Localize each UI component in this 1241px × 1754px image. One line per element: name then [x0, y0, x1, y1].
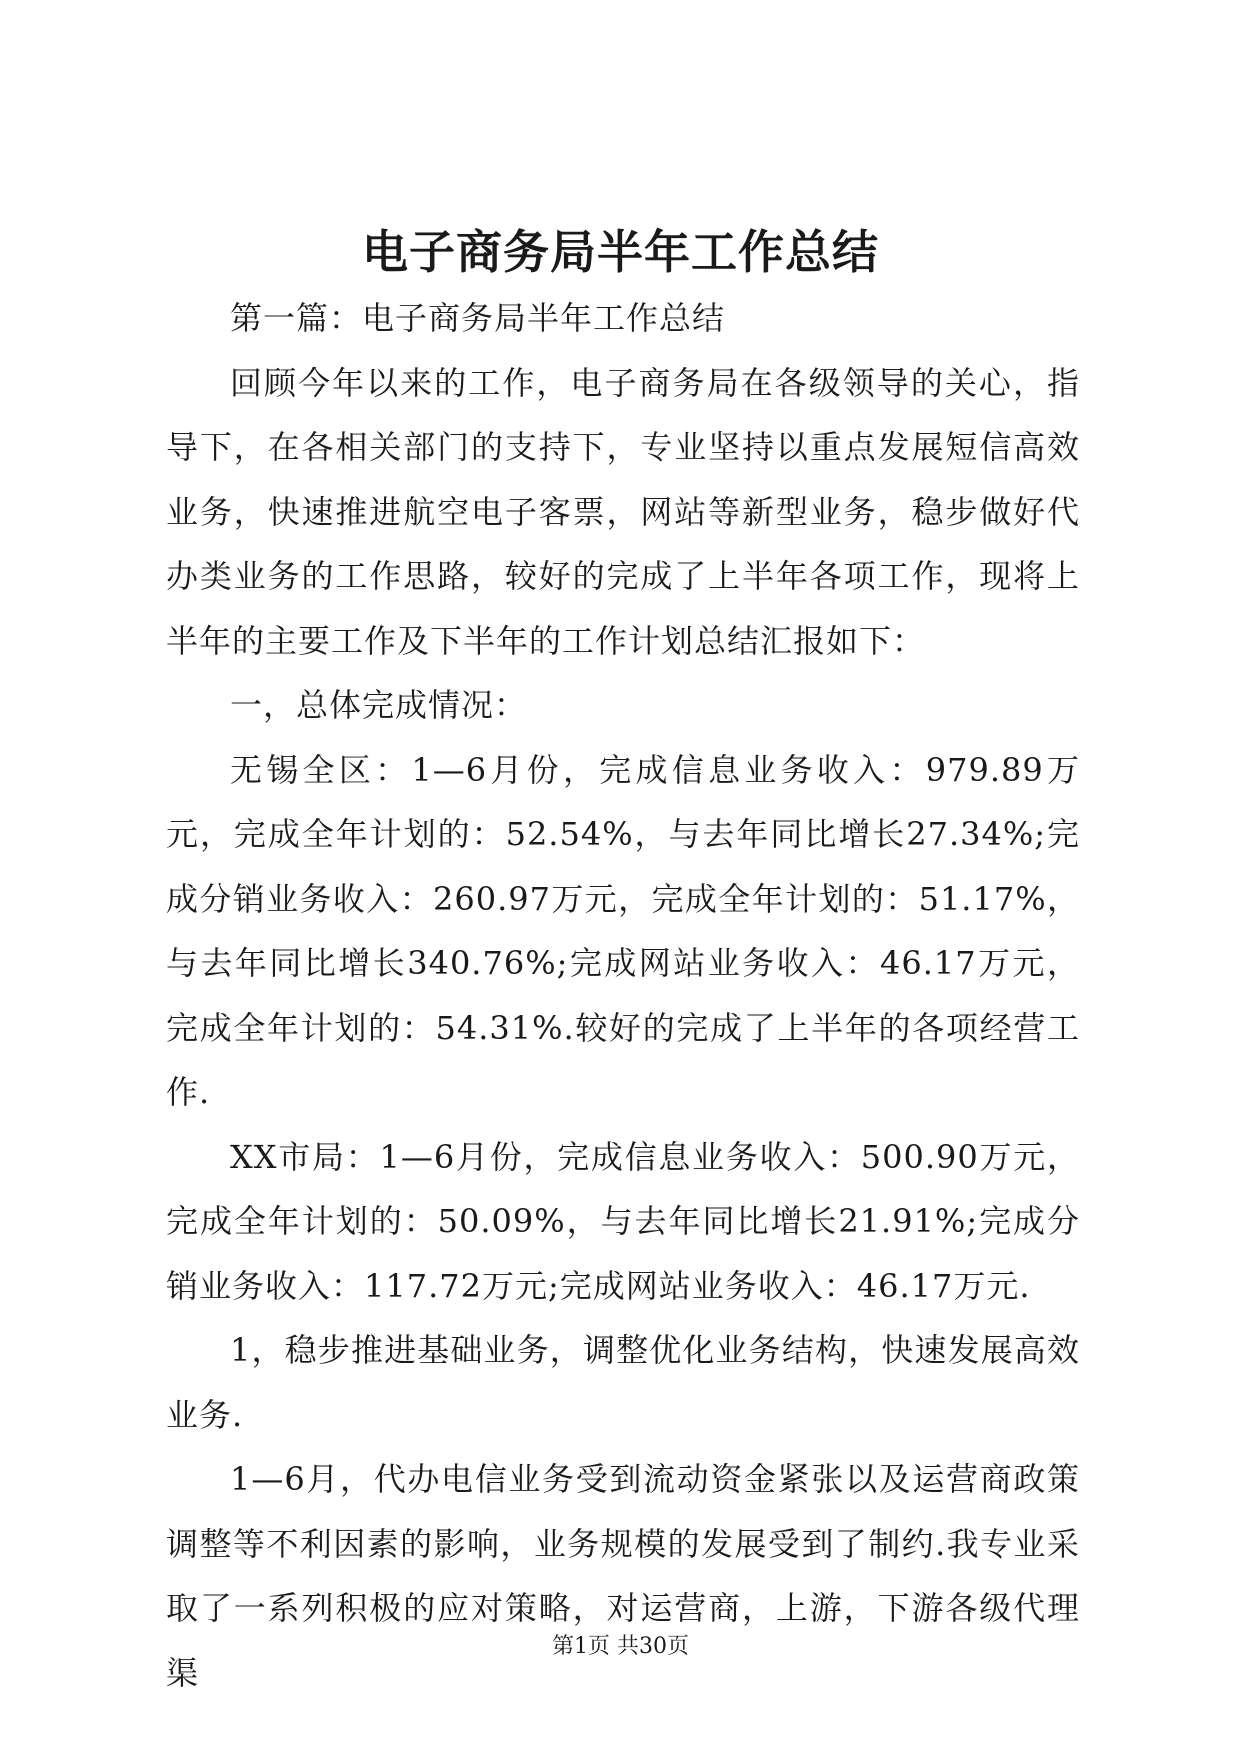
document-body — [166, 286, 1080, 1705]
paragraph-item-one: 1，稳步推进基础业务，调整优化业务结构，快速发展高效业务. — [166, 1331, 1080, 1434]
paragraph-city-results: XX市局：1—6月份，完成信息业务收入：500.90万元，完成全年计划的：50.09%，与去年同比增长21.91%;完成分销业务收入：117.72万元;完成网站业务收入：46.17万元. — [166, 1137, 1080, 1305]
paragraph-item-one-detail: 1—6月，代办电信业务受到流动资金紧张以及运营商政策调整等不利因素的影响，业务规模的发展受到了制约.我专业采取了一系列积极的应对策略，对运营商，上游，下游各级代理渠 — [166, 1460, 1080, 1692]
paragraph-heading: 第一篇：电子商务局半年工作总结 — [230, 299, 726, 337]
paragraph-wuxi-results: 无锡全区：1—6月份，完成信息业务收入：979.89万元，完成全年计划的：52.54%，与去年同比增长27.34%;完成分销业务收入：260.97万元，完成全年计划的：51.17%，与去年同比增长340.76%;完成网站业务收入：46.17万元，完成全年计划的：54.31%.较好的完成了上半年的各项经营工作. — [166, 750, 1080, 1111]
document-title: 电子商务局半年工作总结 — [362, 225, 879, 279]
paragraph-intro: 回顾今年以来的工作，电子商务局在各级领导的关心，指导下，在各相关部门的支持下，专业坚持以重点发展短信高效业务，快速推进航空电子客票，网站等新型业务，稳步做好代办类业务的工作思路，较好的完成了上半年各项工作，现将上半年的主要工作及下半年的工作计划总结汇报如下： — [166, 363, 1080, 660]
page-footer: 第1页 共30页 — [552, 1634, 689, 1659]
paragraph-section-one: 一，总体完成情况： — [230, 686, 528, 724]
